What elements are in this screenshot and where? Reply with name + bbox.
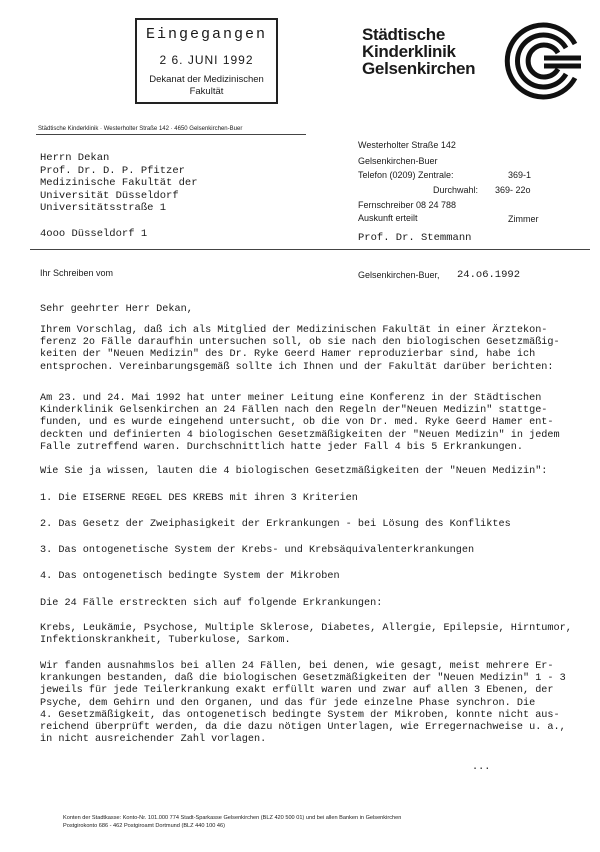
text-line: entsprochen. Vereinbarungsgemäß sollte ich Ihnen und der Fakultät darüber berichten: [40,361,554,373]
text-line: Falle zutreffend waren. Durchschnittlich hatte jeder Fall 4 bis 5 Erkrankungen. [40,441,523,453]
header-divider [30,249,590,250]
place-date-label: Gelsenkirchen-Buer, [358,270,440,280]
text-line: deckten und definierten 4 biologischen Gesetzmäßigkeiten der "Neuen Medizin" in jedem [40,429,560,441]
stamp-line-1 [137,74,276,98]
stamp-office: Dekanat der Medizinischen [149,74,264,85]
paragraph-2 [40,393,560,454]
recipient-line: Medizinische Fakultät der [40,177,198,189]
paragraph-6 [40,661,566,746]
recipient-line: Universität Düsseldorf [40,189,179,202]
sender-underline [36,134,306,135]
law-2: 2. Das Gesetz der Zweiphasigkeit der Erkrankungen - bei Lösung des Konfliktes [40,519,511,530]
info-label: Auskunft erteilt [358,213,418,223]
law-4: 4. Das ontogenetisch bedingte System der Mikroben [40,571,340,582]
received-stamp [135,18,278,104]
clinic-logo-icon [503,20,585,102]
text-line: ferenz 2o Fälle daraufhin untersuchen soll, ob sie nach den biologischen Gesetzmäßig- [40,337,560,349]
direct-value: 369- 22o [495,185,531,195]
text-line: Krebs, Leukämie, Psychose, Multiple Sklerose, Diabetes, Allergie, Epilepsie, Hirntumor, [40,623,572,634]
recipient-line: Universitätsstraße 1 [40,202,167,214]
phone-label: Telefon (0209) Zentrale: [358,170,454,180]
telex: Fernschreiber 08 24 788 [358,200,457,210]
paragraph-4: Die 24 Fälle erstreckten sich auf folgende Erkrankungen: [40,598,383,609]
text-line: jeweils für jede Teilerkrankung exakt erfüllt waren und zwar auf allen 3 Ebenen, der [40,685,554,697]
recipient-line: Prof. Dr. D. P. Pfitzer [40,164,185,177]
phone-value: 369-1 [508,170,532,180]
contact-person: Prof. Dr. Stemmann [358,232,472,244]
law-1: 1. Die EISERNE REGEL DES KREBS mit ihren 3 Kriterien [40,493,358,504]
stamp-faculty: Fakultät [189,86,224,97]
recipient-address [40,152,198,215]
recipient-city: 4ooo Düsseldorf 1 [40,228,148,240]
text-line: 4. Gesetzmäßigkeit, das ontogenetisch bedingte System der Mikroben, konnte nicht aus- [40,709,560,721]
text-line: Am 23. und 24. Mai 1992 hat unter meiner Leitung eine Konferenz in der Städtischen [40,393,542,404]
text-line: reichend überprüft werden, da die dazu nötigen Unterlagen, wie Erregernachweise u. a., [40,722,566,734]
text-line: Psyche, dem Gehirn und den Organen, und das für jede einzelne Phase synchron. Die [40,697,536,709]
text-line: Kinderklinik Gelsenkirchen an 24 Fällen nach den Regeln der"Neuen Medizin" stattge- [40,405,548,417]
law-3: 3. Das ontogenetische System der Krebs- und Krebsäquivalenterkrankungen [40,545,475,556]
stamp-date: 2 6. JUNI 1992 [159,53,254,67]
paragraph-1 [40,325,560,374]
clinic-name-line-3: Gelsenkirchen [362,59,476,78]
recipient-line: Herrn Dekan [40,152,110,164]
clinic-name [362,26,475,77]
text-line: in nicht ausreichender Zahl vorlagen. [40,734,267,746]
clinic-city: Gelsenkirchen-Buer [358,156,438,166]
reference-label: Ihr Schreiben vom [40,268,114,278]
text-line: keiten der "Neuen Medizin" des Dr. Ryke Geerd Hamer reproduzierbar sind, habe ich [40,349,536,361]
paragraph-5 [40,623,572,647]
text-line: funden, und es wurde eingehend untersucht, ob die von Dr. med. Ryke Geerd Hamer ent- [40,417,554,429]
text-line: Infektionskrankheit, Tuberkulose, Sarkom. [40,635,291,647]
stamp-title: Eingegangen [145,26,268,43]
clinic-name-line-2: Kinderklinik [362,42,456,61]
continuation-marker: ... [472,762,491,773]
room-label: Zimmer [508,214,539,224]
footer-bank-line: Konten der Stadtkasse: Konto-Nr. 101.000 774 Stadt-Sparkasse Gelsenkirchen (BLZ 420 500 01) und bei allen Banken in Gelsenkirchen [63,815,402,821]
direct-label: Durchwahl: [433,185,479,195]
text-line: krankungen bestanden, daß die biologischen Gesetzmäßigkeiten der "Neuen Medizin" 1 - 3 [40,673,566,685]
text-line: Ihrem Vorschlag, daß ich als Mitglied der Medizinischen Fakultät in einer Ärztekon- [40,325,548,336]
sender-return-address: Städtische Kinderklinik · Westerholter Straße 142 · 4650 Gelsenkirchen-Buer [38,126,243,132]
footer-postgiro-line: Postgirokonto 686 - 462 Postgiroamt Dortmund (BLZ 440 100 46) [63,823,225,829]
paragraph-3: Wie Sie ja wissen, lauten die 4 biologischen Gesetzmäßigkeiten der "Neuen Medizin": [40,466,548,477]
clinic-street: Westerholter Straße 142 [358,140,456,150]
clinic-name-line-1: Städtische [362,25,445,44]
salutation: Sehr geehrter Herr Dekan, [40,304,193,315]
letter-date: 24.o6.1992 [457,269,521,281]
text-line: Wir fanden ausnahmslos bei allen 24 Fällen, bei denen, wie gesagt, meist mehrere Er- [40,661,554,672]
